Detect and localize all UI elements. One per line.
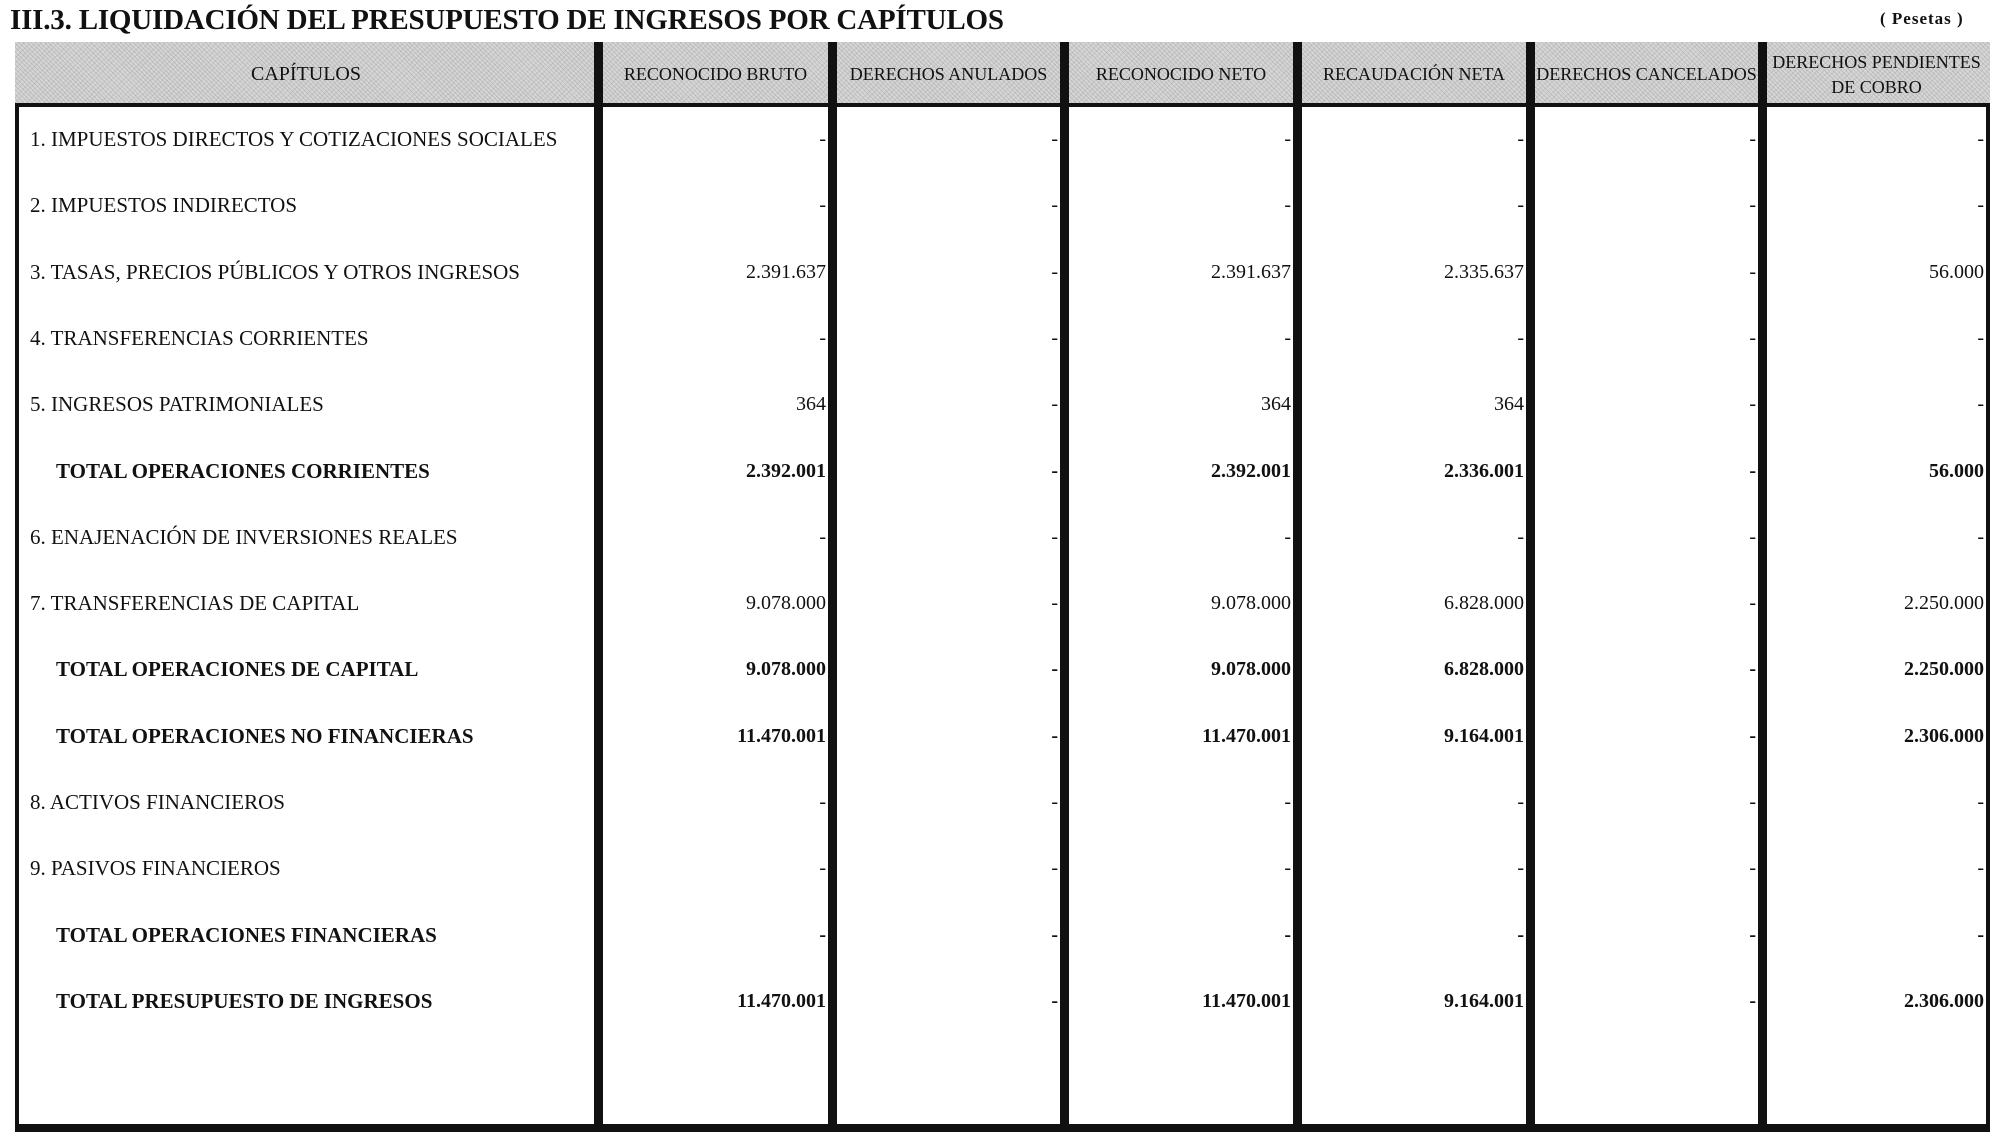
page-title: III.3. LIQUIDACIÓN DEL PRESUPUESTO DE INGRESOS POR CAPÍTULOS [10, 4, 1004, 36]
table-cell: 2.250.000 [1904, 592, 1984, 615]
row-label: 8. ACTIVOS FINANCIEROS [30, 790, 285, 814]
table-cell: 2.306.000 [1904, 989, 1984, 1012]
table-cell: - [1051, 857, 1058, 880]
column-divider [1526, 42, 1535, 1132]
column-header: RECAUDACIÓN NETA [1322, 64, 1506, 84]
row-label: 7. TRANSFERENCIAS DE CAPITAL [30, 591, 360, 616]
table-cell: - [1051, 658, 1058, 681]
table-cell: - [1051, 194, 1058, 217]
table-cell: 9.078.000 [746, 592, 826, 615]
column-header: DERECHOS ANULADOS [849, 64, 1048, 84]
table-cell: 9.078.000 [1211, 592, 1291, 615]
table-cell: - [1977, 791, 1984, 813]
table-cell: - [1284, 326, 1291, 349]
table-cell: - [819, 326, 826, 349]
table-cell: - [1051, 791, 1058, 813]
table-cell: - [1051, 923, 1058, 946]
table-cell: 9.078.000 [746, 658, 826, 681]
table-cell: - [1749, 393, 1756, 416]
row-label: TOTAL OPERACIONES NO FINANCIERAS [56, 723, 474, 748]
table-cell: - [1284, 525, 1291, 548]
row-label: 3. TASAS, PRECIOS PÚBLICOS Y OTROS INGRESOS [30, 259, 520, 284]
table-cell: 2.391.637 [1211, 260, 1291, 283]
table-cell: - [1977, 857, 1984, 880]
table-cell: - [1284, 194, 1291, 217]
table-cell: - [819, 857, 826, 880]
table-cell: - [1749, 326, 1756, 349]
table-cell: - [1051, 326, 1058, 349]
table-cell: - [1284, 128, 1291, 150]
table-cell: - [1977, 525, 1984, 548]
table-cell: - [1051, 724, 1058, 747]
column-divider [828, 42, 837, 1132]
table-cell: - [1051, 393, 1058, 416]
table-cell: 2.392.001 [746, 459, 826, 482]
table-cell: - [1749, 791, 1756, 813]
row-label: 2. IMPUESTOS INDIRECTOS [30, 193, 298, 218]
table-cell: - [1284, 923, 1291, 946]
column-header: RECONOCIDO NETO [1095, 64, 1267, 84]
table-cell: 2.391.637 [746, 260, 826, 283]
table-cell: - [1749, 260, 1756, 283]
table-cell: - [1051, 260, 1058, 283]
table-cell: 6.828.000 [1444, 658, 1524, 681]
table-cell: 364 [796, 393, 826, 416]
table-cell: - [1284, 857, 1291, 880]
table-cell: - [1977, 326, 1984, 349]
table-cell: - [1517, 525, 1524, 548]
table-cell: 364 [1261, 393, 1291, 416]
table-cell: 11.470.001 [737, 724, 826, 747]
table-cell: - [1517, 791, 1524, 813]
table-cell: - [1977, 923, 1984, 946]
table-cell: - [819, 194, 826, 217]
table-cell: - [1517, 923, 1524, 946]
table-cell: - [1749, 989, 1756, 1012]
table-cell: - [1517, 857, 1524, 880]
row-label: TOTAL OPERACIONES CORRIENTES [56, 458, 430, 483]
table-cell: - [1749, 525, 1756, 548]
column-divider [1293, 42, 1302, 1132]
table-cell: - [1749, 658, 1756, 681]
column-divider [1060, 42, 1069, 1132]
table-cell: 6.828.000 [1444, 592, 1524, 615]
table-cell: - [819, 128, 826, 150]
table-cell: 11.470.001 [1202, 989, 1291, 1012]
table-cell: - [1051, 459, 1058, 482]
table-cell: - [1749, 128, 1756, 150]
row-label: 5. INGRESOS PATRIMONIALES [30, 392, 324, 417]
table-cell: 2.335.637 [1444, 260, 1524, 283]
column-divider [594, 42, 603, 1132]
table-cell: 11.470.001 [737, 989, 826, 1012]
table-cell: 364 [1494, 393, 1524, 416]
table-cell: - [1749, 459, 1756, 482]
table-cell: 2.250.000 [1904, 658, 1984, 681]
column-divider [1758, 42, 1767, 1132]
row-label: 4. TRANSFERENCIAS CORRIENTES [30, 325, 369, 350]
table-cell: - [819, 791, 826, 813]
table-cell: 9.078.000 [1211, 658, 1291, 681]
table-cell: 2.392.001 [1211, 459, 1291, 482]
table-cell: 56.000 [1929, 260, 1984, 283]
table-cell: 9.164.001 [1444, 724, 1524, 747]
table-cell: - [1749, 592, 1756, 615]
column-header: CAPÍTULOS [250, 63, 361, 85]
table-cell: - [1284, 791, 1291, 813]
unit-label: ( Pesetas ) [1880, 9, 1964, 28]
table-cell: - [1749, 857, 1756, 880]
table-cell: - [1517, 194, 1524, 217]
table-cell: - [819, 525, 826, 548]
table-cell: - [1051, 592, 1058, 615]
table-cell: 2.336.001 [1444, 459, 1524, 482]
table-cell: - [1517, 128, 1524, 150]
table-cell: 9.164.001 [1444, 989, 1524, 1012]
column-header: DERECHOS PENDIENTES DE COBRO [1772, 51, 1981, 97]
column-header: DERECHOS CANCELADOS [1536, 64, 1757, 84]
table-cell: - [1051, 989, 1058, 1012]
table-cell: - [1977, 393, 1984, 416]
row-label: TOTAL PRESUPUESTO DE INGRESOS [56, 988, 433, 1013]
row-label: TOTAL OPERACIONES FINANCIERAS [56, 922, 437, 947]
table-bottom-border [15, 1124, 1990, 1130]
table-cell: - [1977, 128, 1984, 150]
table-cell: 2.306.000 [1904, 724, 1984, 747]
table-cell: - [1749, 194, 1756, 217]
row-label: 6. ENAJENACIÓN DE INVERSIONES REALES [30, 524, 458, 549]
column-header: RECONOCIDO BRUTO [623, 64, 808, 84]
table-cell: - [1051, 128, 1058, 150]
table-cell: - [1749, 923, 1756, 946]
table-cell: - [819, 923, 826, 946]
table-cell: - [1051, 525, 1058, 548]
table-cell: 11.470.001 [1202, 724, 1291, 747]
table-cell: - [1749, 724, 1756, 747]
row-label: 1. IMPUESTOS DIRECTOS Y COTIZACIONES SOCIALES [30, 127, 558, 151]
row-label: 9. PASIVOS FINANCIEROS [30, 856, 281, 881]
table-cell: - [1977, 194, 1984, 217]
table-cell: 56.000 [1929, 459, 1984, 482]
row-label: TOTAL OPERACIONES DE CAPITAL [56, 657, 419, 682]
table-cell: - [1517, 326, 1524, 349]
